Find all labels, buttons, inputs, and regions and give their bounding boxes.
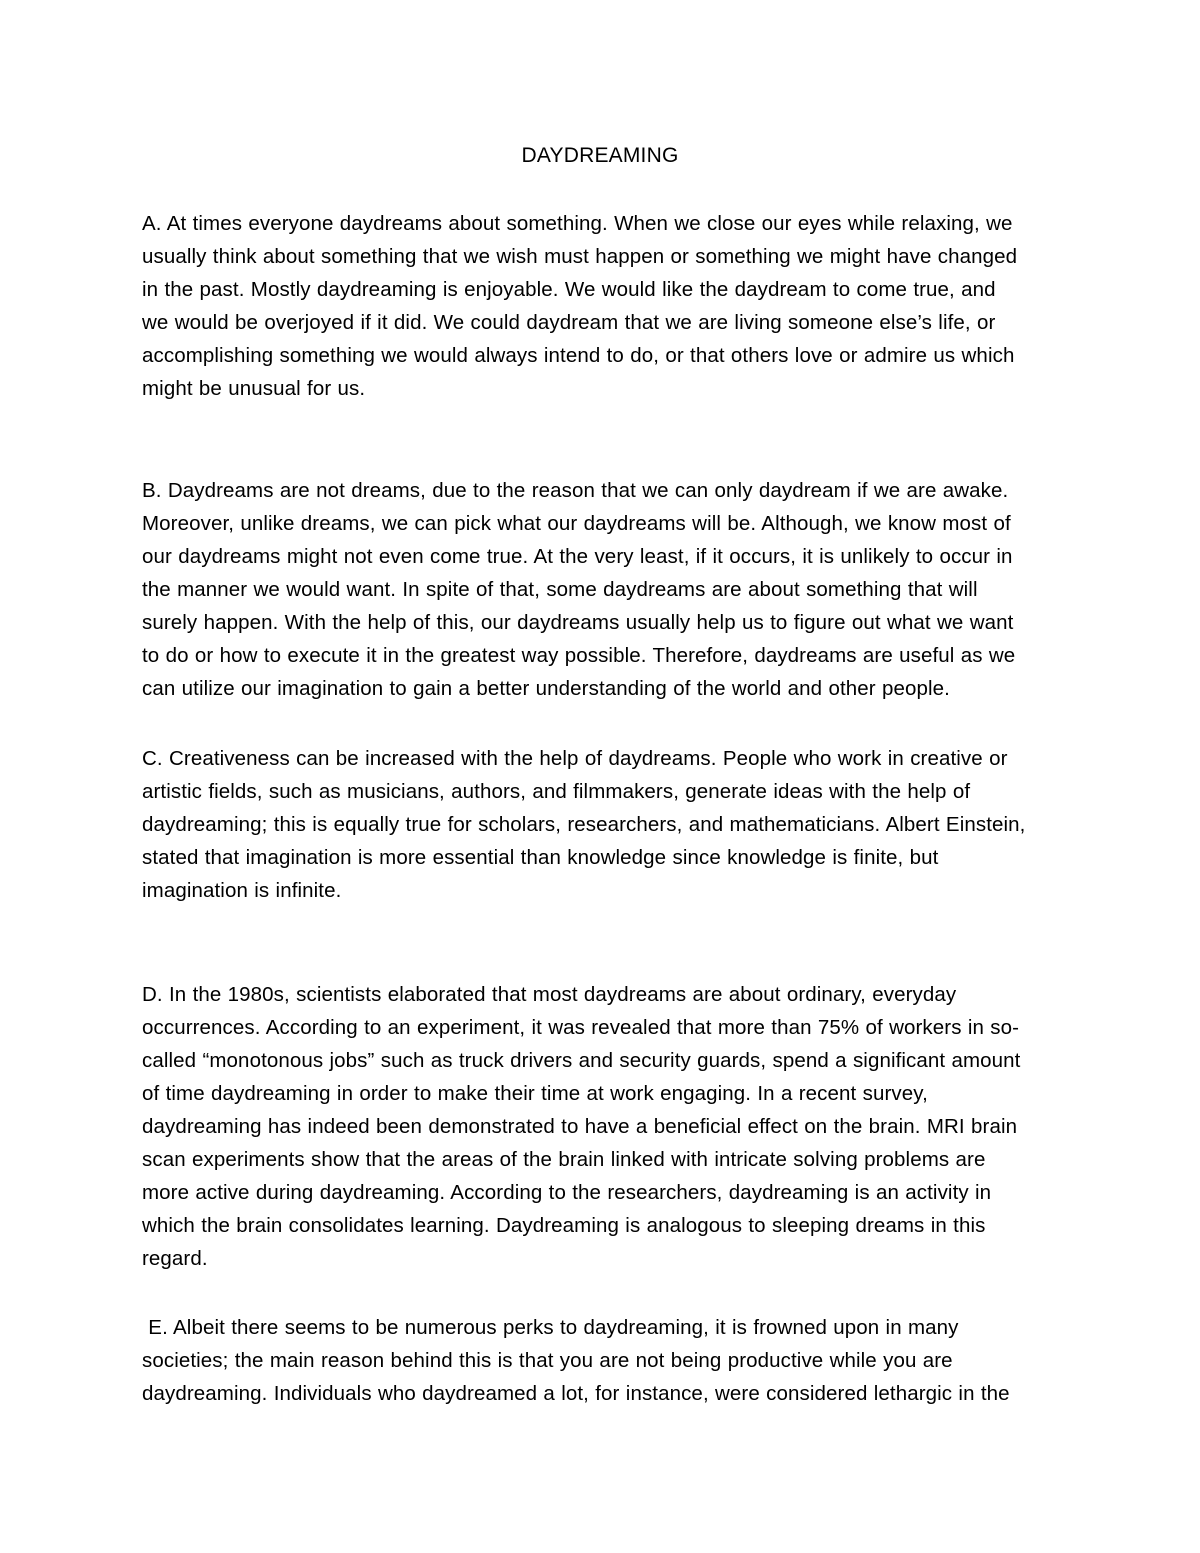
- text-line: daydreaming has indeed been demonstrated to have a beneficial effect on the brain. MRI brain: [142, 1115, 1018, 1138]
- text-line: the manner we would want. In spite of that, some daydreams are about something that will: [142, 578, 978, 601]
- text-line: to do or how to execute it in the greatest way possible. Therefore, daydreams are useful as we: [142, 644, 1016, 667]
- text-line: daydreaming; this is equally true for scholars, researchers, and mathematicians. Albert Einstein,: [142, 813, 1026, 836]
- text-line: can utilize our imagination to gain a better understanding of the world and other people.: [142, 677, 950, 700]
- text-line: B. Daydreams are not dreams, due to the reason that we can only daydream if we are awake.: [142, 479, 1009, 502]
- text-line: C. Creativeness can be increased with the help of daydreams. People who work in creative or: [142, 747, 1008, 770]
- text-line: our daydreams might not even come true. At the very least, if it occurs, it is unlikely to occur in: [142, 545, 1013, 568]
- text-line: more active during daydreaming. According to the researchers, daydreaming is an activity in: [142, 1181, 992, 1204]
- text-line: Moreover, unlike dreams, we can pick what our daydreams will be. Although, we know most of: [142, 512, 1011, 535]
- text-line: stated that imagination is more essential than knowledge since knowledge is finite, but: [142, 846, 939, 869]
- text-line: surely happen. With the help of this, our daydreams usually help us to figure out what we want: [142, 611, 1014, 634]
- text-line: D. In the 1980s, scientists elaborated that most daydreams are about ordinary, everyday: [142, 983, 957, 1006]
- text-line: E. Albeit there seems to be numerous perks to daydreaming, it is frowned upon in many: [142, 1316, 959, 1339]
- text-line: societies; the main reason behind this is that you are not being productive while you are: [142, 1349, 953, 1372]
- text-line: artistic fields, such as musicians, authors, and filmmakers, generate ideas with the help of: [142, 780, 971, 803]
- text-line: we would be overjoyed if it did. We could daydream that we are living someone else’s life, or: [142, 311, 996, 334]
- text-line: A. At times everyone daydreams about something. When we close our eyes while relaxing, we: [142, 212, 1013, 235]
- text-line: usually think about something that we wish must happen or something we might have changed: [142, 245, 1018, 268]
- document-title: DAYDREAMING: [521, 144, 679, 167]
- paragraph-e: [142, 1311, 1062, 1410]
- text-line: accomplishing something we would always intend to do, or that others love or admire us which: [142, 344, 1015, 367]
- paragraph-c: [142, 742, 1062, 907]
- text-line: regard.: [142, 1247, 208, 1270]
- text-line: imagination is infinite.: [142, 879, 342, 902]
- paragraph-a: [142, 207, 1062, 405]
- text-line: scan experiments show that the areas of the brain linked with intricate solving problems are: [142, 1148, 986, 1171]
- text-line: called “monotonous jobs” such as truck drivers and security guards, spend a significant amount: [142, 1049, 1021, 1072]
- paragraph-d: [142, 978, 1062, 1275]
- text-line: might be unusual for us.: [142, 377, 366, 400]
- text-line: which the brain consolidates learning. Daydreaming is analogous to sleeping dreams in this: [142, 1214, 986, 1237]
- text-line: occurrences. According to an experiment, it was revealed that more than 75% of workers in so-: [142, 1016, 1020, 1039]
- text-line: in the past. Mostly daydreaming is enjoyable. We would like the daydream to come true, and: [142, 278, 996, 301]
- text-line: of time daydreaming in order to make their time at work engaging. In a recent survey,: [142, 1082, 928, 1105]
- paragraph-b: [142, 474, 1062, 705]
- text-line: daydreaming. Individuals who daydreamed a lot, for instance, were considered lethargic in the: [142, 1382, 1010, 1405]
